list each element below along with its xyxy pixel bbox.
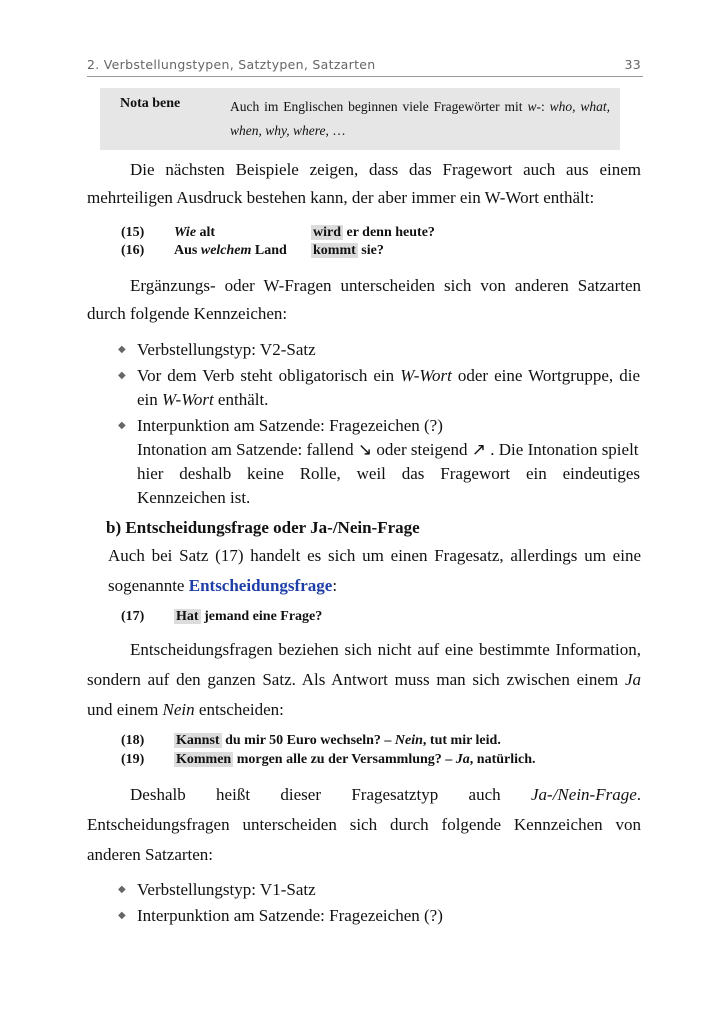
key-term: Entscheidungsfrage bbox=[188, 576, 333, 595]
section-heading: b) Entscheidungsfrage oder Ja-/Nein-Frage bbox=[106, 518, 420, 537]
paragraph-line: Entscheidungsfragen beziehen sich nicht auf eine bestimmte Information, bbox=[130, 640, 641, 659]
chapter-title: 2. Verbstellungstypen, Satztypen, Satzarten bbox=[87, 57, 376, 72]
paragraph-line: sondern auf den ganzen Satz. Als Antwort muss man sich zwischen einem Ja bbox=[87, 670, 641, 689]
bullet-icon: ◆ bbox=[118, 370, 126, 381]
paragraph-line: und einem Nein entscheiden: bbox=[87, 700, 284, 719]
list-item: ◆ Vor dem Verb steht obligatorisch ein W-Wort oder eine Wortgruppe, die ein W-Wort enthält. bbox=[118, 366, 640, 409]
nota-bene-label: Nota bene bbox=[120, 96, 181, 111]
paragraph-line: Entscheidungsfragen unterscheiden sich durch folgende Kennzeichen von bbox=[87, 815, 641, 834]
paragraph-line: Deshalb heißt dieser Fragesatztyp auch Ja-/Nein-Frage. bbox=[130, 785, 641, 804]
paragraph-line: Die nächsten Beispiele zeigen, dass das Fragewort auch aus einem bbox=[130, 160, 641, 179]
verb-highlight: wird bbox=[313, 225, 341, 240]
bullet-icon: ◆ bbox=[118, 910, 126, 921]
bullet-icon: ◆ bbox=[118, 884, 126, 895]
paragraph-line: Auch bei Satz (17) handelt es sich um einen Fragesatz, allerdings um eine bbox=[108, 546, 641, 565]
bullet-icon: ◆ bbox=[118, 420, 126, 431]
nota-bene-text: Auch im Englischen beginnen viele Fragewörter mit w-: who, what, when, why, where, … bbox=[230, 99, 610, 138]
paragraph-line: durch folgende Kennzeichen: bbox=[87, 304, 288, 323]
verb-highlight: Hat bbox=[176, 609, 199, 624]
page-number: 33 bbox=[624, 57, 641, 72]
paragraph-line: sogenannte Entscheidungsfrage: bbox=[108, 576, 338, 595]
paragraph-line: mehrteiligen Ausdruck bestehen kann, der aber immer ein W-Wort enthält: bbox=[87, 188, 595, 207]
verb-highlight: kommt bbox=[313, 243, 356, 258]
list-item: ◆ Interpunktion am Satzende: Fragezeichen (?) Intonation am Satzende: fallend ↘ oder steigend ↗ . Die Intonation spielt hier deshalb keine Rolle, weil das Fragewort ein eindeutiges Kennzeichen ist. bbox=[118, 416, 640, 507]
nota-bene-box bbox=[100, 88, 620, 150]
bullet-icon: ◆ bbox=[118, 344, 126, 355]
verb-highlight: Kommen bbox=[176, 752, 232, 767]
running-header bbox=[87, 56, 643, 77]
paragraph-line: Ergänzungs- oder W-Fragen unterscheiden sich von anderen Satzarten bbox=[130, 276, 641, 295]
paragraph-line: anderen Satzarten: bbox=[87, 845, 214, 864]
verb-highlight: Kannst bbox=[176, 733, 220, 748]
